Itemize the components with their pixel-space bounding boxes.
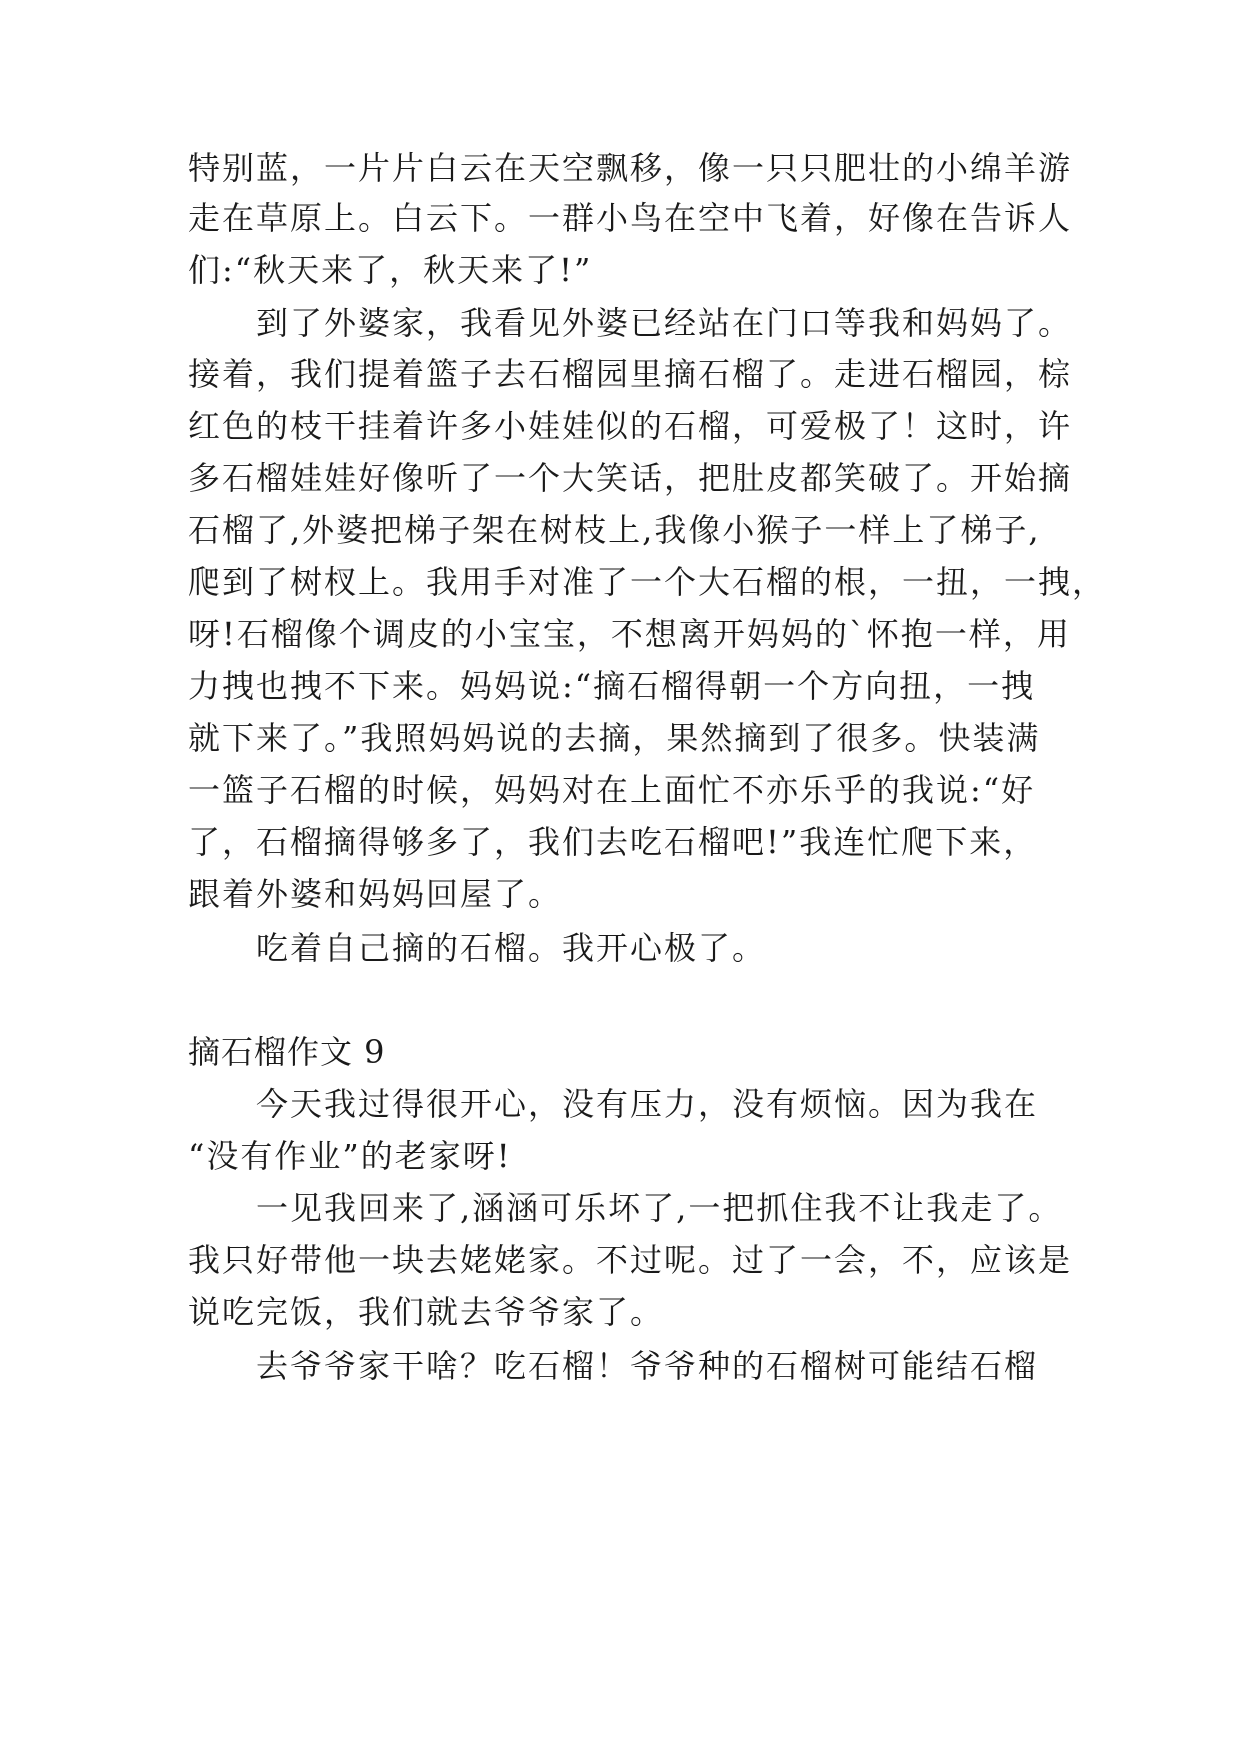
paragraph-line: 石榴了,外婆把梯子架在树枝上,我像小猴子一样上了梯子, xyxy=(188,511,1041,549)
paragraph-line: 爬到了树杈上。我用手对准了一个大石榴的根，一扭，一拽， xyxy=(188,563,1107,601)
paragraph-line: 吃着自己摘的石榴。我开心极了。 xyxy=(256,929,767,967)
paragraph-line: 们:“秋天来了，秋天来了!” xyxy=(188,251,593,289)
paragraph-line: 今天我过得很开心，没有压力，没有烦恼。因为我在 xyxy=(256,1085,1039,1123)
paragraph-line: 一篮子石榴的时候，妈妈对在上面忙不亦乐乎的我说:“好 xyxy=(188,771,1036,809)
paragraph-line: 走在草原上。白云下。一群小鸟在空中飞着，好像在告诉人 xyxy=(188,199,1073,237)
paragraph-line: 了，石榴摘得够多了，我们去吃石榴吧!”我连忙爬下来， xyxy=(188,823,1038,861)
paragraph-line: 就下来了。”我照妈妈说的去摘，果然摘到了很多。快装满 xyxy=(188,719,1041,757)
paragraph-line: “没有作业”的老家呀! xyxy=(188,1137,512,1175)
paragraph-line: 说吃完饭，我们就去爷爷家了。 xyxy=(188,1293,665,1331)
paragraph-line: 接着，我们提着篮子去石榴园里摘石榴了。走进石榴园，棕 xyxy=(188,355,1073,393)
paragraph-line: 去爷爷家干啥？吃石榴！爷爷种的石榴树可能结石榴 xyxy=(256,1347,1039,1385)
paragraph-line: 呀!石榴像个调皮的小宝宝，不想离开妈妈的`怀抱一样，用 xyxy=(188,615,1071,653)
paragraph-line: 特别蓝，一片片白云在天空飘移，像一只只肥壮的小绵羊游 xyxy=(188,149,1073,187)
paragraph-line: 力拽也拽不下来。妈妈说:“摘石榴得朝一个方向扭，一拽 xyxy=(188,667,1036,705)
paragraph-line: 我只好带他一块去姥姥家。不过呢。过了一会，不，应该是 xyxy=(188,1241,1073,1279)
paragraph-line: 到了外婆家，我看见外婆已经站在门口等我和妈妈了。 xyxy=(256,304,1073,342)
paragraph-line: 红色的枝干挂着许多小娃娃似的石榴，可爱极了！这时，许 xyxy=(188,407,1073,445)
paragraph-line: 跟着外婆和妈妈回屋了。 xyxy=(188,875,563,913)
paragraph-line: 一见我回来了,涵涵可乐坏了,一把抓住我不让我走了。 xyxy=(256,1189,1063,1227)
paragraph-line: 多石榴娃娃好像听了一个大笑话，把肚皮都笑破了。开始摘 xyxy=(188,459,1073,497)
section-heading: 摘石榴作文 9 xyxy=(188,1033,386,1071)
